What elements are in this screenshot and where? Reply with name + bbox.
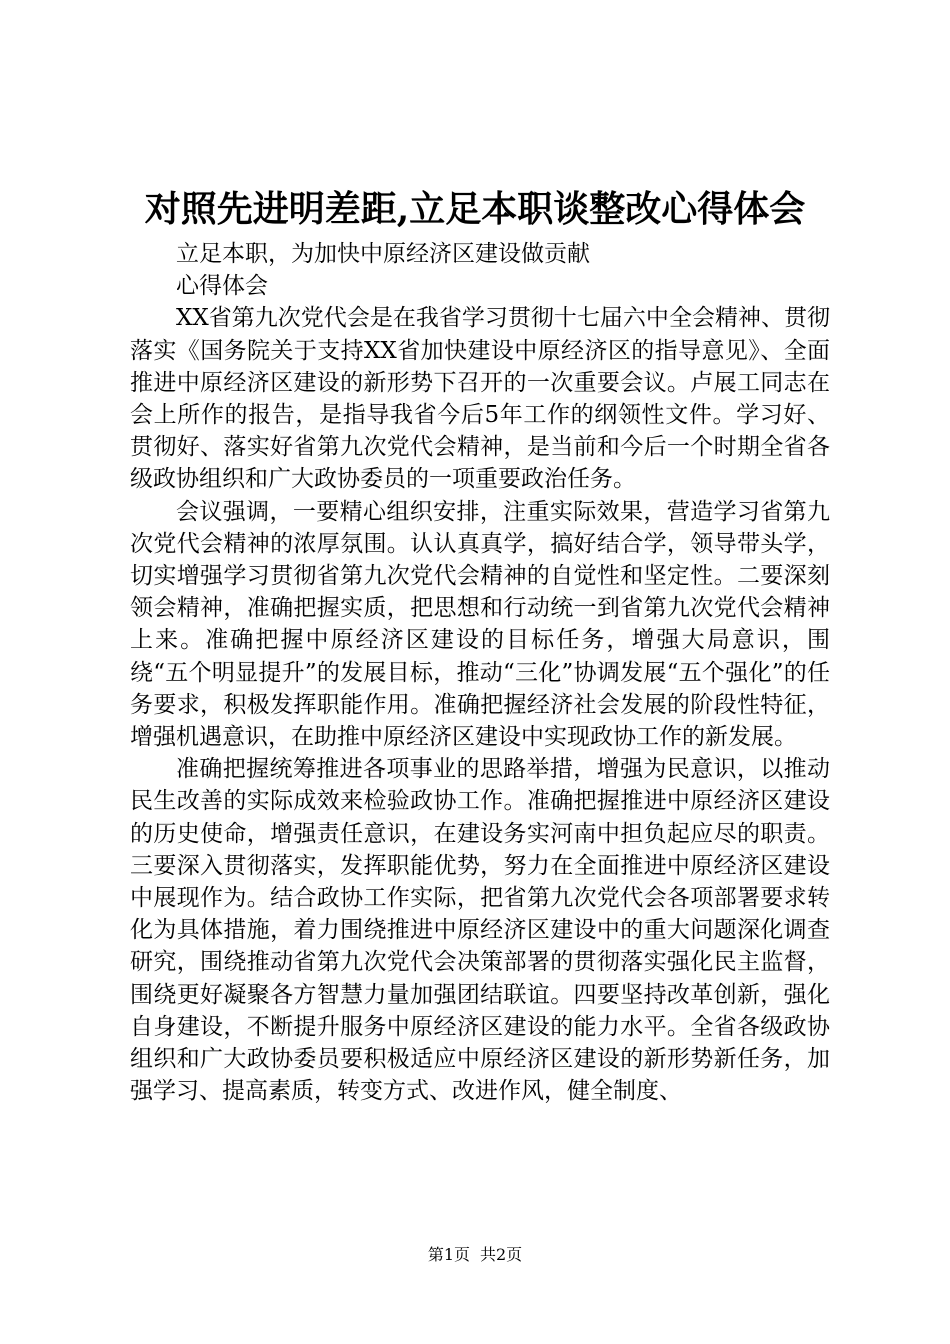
- subtitle-line: 心得体会: [176, 273, 268, 300]
- subtitle-line: 立足本职，为加快中原经济区建设做贡献: [176, 241, 590, 267]
- page-total: 共2页: [480, 1245, 523, 1264]
- body-paragraph: 准确把握统筹推进各项事业的思路举措，增强为民意识，以推动民生改善的实际成效来检验政协工作。准确把握推进中原经济区建设的历史使命，增强责任意识，在建设务实河南中担负起应尽的职责。三要深入贯彻落实，发挥职能优势，努力在全面推进中原经济区建设中展现作为。结合政协工作实际，把省第九次党代会各项部署要求转化为具体措施，着力围绕推进中原经济区建设中的重大问题深化调查研究，围绕推动省第九次党代会决策部署的贯彻落实强化民主监督，围绕更好凝聚各方智慧力量加强团结联谊。四要坚持改革创新，强化自身建设，不断提升服务中原经济区建设的能力水平。全省各级政协组织和广大政协委员要积极适应中原经济区建设的新形势新任务，加强学习、提高素质，转变方式、改进作风，健全制度、: [130, 756, 830, 1105]
- page-footer: [0, 1244, 950, 1266]
- page-number: 第1页: [427, 1245, 470, 1264]
- body-paragraph: XX省第九次党代会是在我省学习贯彻十七届六中全会精神、贯彻落实《国务院关于支持XX省加快建设中原经济区的指导意见》、全面推进中原经济区建设的新形势下召开的一次重要会议。卢展工同志在会上所作的报告，是指导我省今后5年工作的纲领性文件。学习好、贯彻好、落实好省第九次党代会精神，是当前和今后一个时期全省各级政协组织和广大政协委员的一项重要政治任务。: [130, 305, 830, 493]
- document-body: [130, 238, 830, 1107]
- page-title: 对照先进明差距,立足本职谈整改心得体会: [144, 188, 806, 230]
- body-paragraph: 会议强调，一要精心组织安排，注重实际效果，营造学习省第九次党代会精神的浓厚氛围。认认真真学，搞好结合学，领导带头学，切实增强学习贯彻省第九次党代会精神的自觉性和坚定性。二要深刻领会精神，准确把握实质，把思想和行动统一到省第九次党代会精神上来。准确把握中原经济区建设的目标任务，增强大局意识，围绕“五个明显提升”的发展目标，推动“三化”协调发展“五个强化”的任务要求，积极发挥职能作用。准确把握经济社会发展的阶段性特征，增强机遇意识，在助推中原经济区建设中实现政协工作的新发展。: [130, 498, 830, 751]
